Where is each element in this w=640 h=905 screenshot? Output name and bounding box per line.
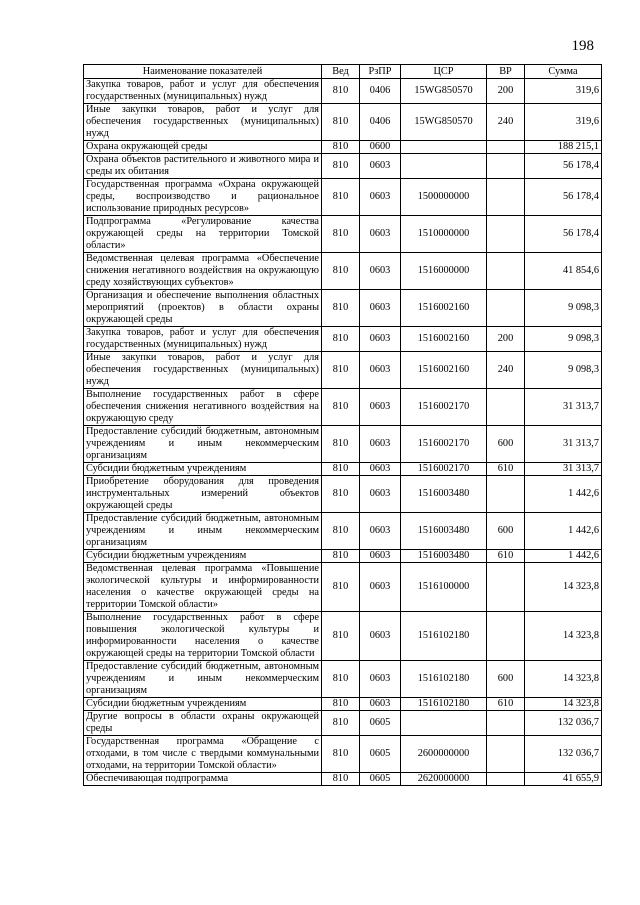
cell-vr: 200 <box>487 79 525 104</box>
cell-rzpr: 0406 <box>360 79 401 104</box>
header-name: Наименование показателей <box>84 65 322 79</box>
cell-vr <box>487 290 525 327</box>
table-row <box>84 698 602 711</box>
cell-ved: 810 <box>322 290 360 327</box>
cell-csr: 1516002160 <box>401 352 487 389</box>
cell-ved: 810 <box>322 154 360 179</box>
cell-ved: 810 <box>322 179 360 216</box>
cell-rzpr: 0603 <box>360 513 401 550</box>
budget-table <box>83 64 602 786</box>
cell-vr <box>487 253 525 290</box>
cell-csr: 1516100000 <box>401 563 487 612</box>
cell-rzpr: 0603 <box>360 550 401 563</box>
cell-ved: 810 <box>322 327 360 352</box>
table-row <box>84 711 602 736</box>
cell-csr: 15WG850570 <box>401 79 487 104</box>
header-csr: ЦСР <box>401 65 487 79</box>
cell-rzpr: 0603 <box>360 216 401 253</box>
cell-sum: 31 313,7 <box>525 389 602 426</box>
cell-name: Подпрограмма «Регулирование качества окружающей среды на территории Томской области» <box>84 216 322 253</box>
cell-sum: 1 442,6 <box>525 513 602 550</box>
cell-name: Другие вопросы в области охраны окружающей среды <box>84 711 322 736</box>
cell-ved: 810 <box>322 711 360 736</box>
cell-sum: 319,6 <box>525 104 602 141</box>
page-number: 198 <box>571 38 594 54</box>
cell-rzpr: 0603 <box>360 463 401 476</box>
header-vr: ВР <box>487 65 525 79</box>
cell-vr <box>487 711 525 736</box>
cell-name: Субсидии бюджетным учреждениям <box>84 698 322 711</box>
table-row <box>84 327 602 352</box>
cell-sum: 41 854,6 <box>525 253 602 290</box>
cell-sum: 14 323,8 <box>525 698 602 711</box>
cell-csr: 1516000000 <box>401 253 487 290</box>
cell-vr: 240 <box>487 352 525 389</box>
cell-vr: 610 <box>487 698 525 711</box>
cell-ved: 810 <box>322 476 360 513</box>
cell-csr <box>401 154 487 179</box>
cell-ved: 810 <box>322 773 360 786</box>
cell-ved: 810 <box>322 79 360 104</box>
cell-sum: 31 313,7 <box>525 463 602 476</box>
cell-name: Ведомственная целевая программа «Повышение экологической культуры и информированности населения о качестве окружающей среды на территории Томской области» <box>84 563 322 612</box>
table-header-row <box>84 65 602 79</box>
table-row <box>84 253 602 290</box>
cell-ved: 810 <box>322 141 360 154</box>
cell-csr: 1516102180 <box>401 612 487 661</box>
table-row <box>84 79 602 104</box>
cell-rzpr: 0603 <box>360 327 401 352</box>
cell-sum: 132 036,7 <box>525 711 602 736</box>
cell-rzpr: 0600 <box>360 141 401 154</box>
cell-rzpr: 0603 <box>360 290 401 327</box>
table-row <box>84 563 602 612</box>
table-row <box>84 104 602 141</box>
cell-vr: 610 <box>487 550 525 563</box>
cell-vr <box>487 773 525 786</box>
cell-sum: 188 215,1 <box>525 141 602 154</box>
cell-rzpr: 0603 <box>360 476 401 513</box>
cell-sum: 9 098,3 <box>525 290 602 327</box>
cell-csr: 1500000000 <box>401 179 487 216</box>
cell-sum: 56 178,4 <box>525 179 602 216</box>
cell-ved: 810 <box>322 463 360 476</box>
cell-name: Иные закупки товаров, работ и услуг для обеспечения государственных (муниципальных) нужд <box>84 104 322 141</box>
cell-name: Иные закупки товаров, работ и услуг для обеспечения государственных (муниципальных) нужд <box>84 352 322 389</box>
cell-sum: 319,6 <box>525 79 602 104</box>
cell-ved: 810 <box>322 253 360 290</box>
cell-rzpr: 0605 <box>360 773 401 786</box>
cell-sum: 56 178,4 <box>525 154 602 179</box>
cell-name: Охрана окружающей среды <box>84 141 322 154</box>
cell-vr <box>487 179 525 216</box>
cell-rzpr: 0603 <box>360 154 401 179</box>
cell-vr <box>487 476 525 513</box>
table-row <box>84 154 602 179</box>
cell-csr: 1516002170 <box>401 426 487 463</box>
cell-csr: 1516102180 <box>401 661 487 698</box>
cell-sum: 56 178,4 <box>525 216 602 253</box>
cell-ved: 810 <box>322 513 360 550</box>
cell-vr <box>487 389 525 426</box>
cell-vr <box>487 141 525 154</box>
cell-ved: 810 <box>322 389 360 426</box>
cell-rzpr: 0605 <box>360 711 401 736</box>
table-row <box>84 513 602 550</box>
cell-rzpr: 0603 <box>360 661 401 698</box>
cell-name: Субсидии бюджетным учреждениям <box>84 550 322 563</box>
cell-name: Выполнение государственных работ в сфере обеспечения снижения негативного воздействия на окружающую среду <box>84 389 322 426</box>
cell-name: Субсидии бюджетным учреждениям <box>84 463 322 476</box>
table-row <box>84 476 602 513</box>
cell-rzpr: 0603 <box>360 612 401 661</box>
cell-ved: 810 <box>322 612 360 661</box>
cell-vr: 600 <box>487 661 525 698</box>
header-rzpr: РзПР <box>360 65 401 79</box>
cell-name: Государственная программа «Охрана окружающей среды, воспроизводство и рациональное использование природных ресурсов» <box>84 179 322 216</box>
cell-sum: 31 313,7 <box>525 426 602 463</box>
table-row <box>84 773 602 786</box>
cell-sum: 9 098,3 <box>525 352 602 389</box>
cell-name: Государственная программа «Обращение с отходами, в том числе с твердыми коммунальными отходами, на территории Томской области» <box>84 736 322 773</box>
table-row <box>84 612 602 661</box>
cell-sum: 132 036,7 <box>525 736 602 773</box>
cell-vr: 600 <box>487 513 525 550</box>
cell-csr: 1516002160 <box>401 290 487 327</box>
cell-name: Охрана объектов растительного и животного мира и среды их обитания <box>84 154 322 179</box>
cell-rzpr: 0603 <box>360 352 401 389</box>
cell-csr: 1516002170 <box>401 463 487 476</box>
cell-name: Приобретение оборудования для проведения инструментальных измерений объектов окружающей среды <box>84 476 322 513</box>
cell-rzpr: 0603 <box>360 179 401 216</box>
cell-name: Обеспечивающая подпрограмма <box>84 773 322 786</box>
cell-ved: 810 <box>322 563 360 612</box>
cell-name: Выполнение государственных работ в сфере повышения экологической культуры и информированности населения о качестве окружающей среды на территории Томской области <box>84 612 322 661</box>
cell-csr: 1510000000 <box>401 216 487 253</box>
cell-sum: 1 442,6 <box>525 550 602 563</box>
cell-ved: 810 <box>322 698 360 711</box>
cell-name: Организация и обеспечение выполнения областных мероприятий (проектов) в области охраны окружающей среды <box>84 290 322 327</box>
cell-rzpr: 0603 <box>360 563 401 612</box>
cell-ved: 810 <box>322 352 360 389</box>
cell-sum: 1 442,6 <box>525 476 602 513</box>
cell-ved: 810 <box>322 661 360 698</box>
table-body <box>84 79 602 786</box>
table-row <box>84 550 602 563</box>
cell-ved: 810 <box>322 736 360 773</box>
table-row <box>84 463 602 476</box>
cell-csr <box>401 141 487 154</box>
cell-sum: 14 323,8 <box>525 661 602 698</box>
cell-name: Ведомственная целевая программа «Обеспечение снижения негативного воздействия на окружающую среду хозяйствующих субъектов» <box>84 253 322 290</box>
cell-name: Закупка товаров, работ и услуг для обеспечения государственных (муниципальных) нужд <box>84 79 322 104</box>
cell-rzpr: 0603 <box>360 426 401 463</box>
cell-name: Предоставление субсидий бюджетным, автономным учреждениям и иным некоммерческим организациям <box>84 513 322 550</box>
cell-csr: 15WG850570 <box>401 104 487 141</box>
cell-csr: 2620000000 <box>401 773 487 786</box>
cell-name: Закупка товаров, работ и услуг для обеспечения государственных (муниципальных) нужд <box>84 327 322 352</box>
table-row <box>84 352 602 389</box>
cell-ved: 810 <box>322 216 360 253</box>
cell-vr <box>487 216 525 253</box>
cell-rzpr: 0603 <box>360 253 401 290</box>
table-row <box>84 426 602 463</box>
cell-ved: 810 <box>322 426 360 463</box>
cell-csr: 1516003480 <box>401 513 487 550</box>
cell-name: Предоставление субсидий бюджетным, автономным учреждениям и иным некоммерческим организациям <box>84 661 322 698</box>
cell-csr: 1516003480 <box>401 476 487 513</box>
cell-csr: 1516002160 <box>401 327 487 352</box>
table-row <box>84 389 602 426</box>
cell-vr: 610 <box>487 463 525 476</box>
cell-csr: 2600000000 <box>401 736 487 773</box>
cell-csr: 1516002170 <box>401 389 487 426</box>
table-row <box>84 141 602 154</box>
cell-vr <box>487 736 525 773</box>
cell-vr: 200 <box>487 327 525 352</box>
header-sum: Сумма <box>525 65 602 79</box>
table-row <box>84 290 602 327</box>
table-row <box>84 179 602 216</box>
table-row <box>84 216 602 253</box>
cell-rzpr: 0406 <box>360 104 401 141</box>
cell-vr: 240 <box>487 104 525 141</box>
table-row <box>84 661 602 698</box>
cell-ved: 810 <box>322 550 360 563</box>
cell-ved: 810 <box>322 104 360 141</box>
cell-vr <box>487 154 525 179</box>
cell-sum: 14 323,8 <box>525 612 602 661</box>
cell-csr: 1516102180 <box>401 698 487 711</box>
cell-sum: 41 655,9 <box>525 773 602 786</box>
cell-sum: 9 098,3 <box>525 327 602 352</box>
cell-rzpr: 0605 <box>360 736 401 773</box>
cell-csr <box>401 711 487 736</box>
cell-sum: 14 323,8 <box>525 563 602 612</box>
cell-rzpr: 0603 <box>360 389 401 426</box>
header-ved: Вед <box>322 65 360 79</box>
cell-csr: 1516003480 <box>401 550 487 563</box>
cell-vr <box>487 612 525 661</box>
cell-vr <box>487 563 525 612</box>
cell-vr: 600 <box>487 426 525 463</box>
cell-name: Предоставление субсидий бюджетным, автономным учреждениям и иным некоммерческим организациям <box>84 426 322 463</box>
cell-rzpr: 0603 <box>360 698 401 711</box>
table-row <box>84 736 602 773</box>
